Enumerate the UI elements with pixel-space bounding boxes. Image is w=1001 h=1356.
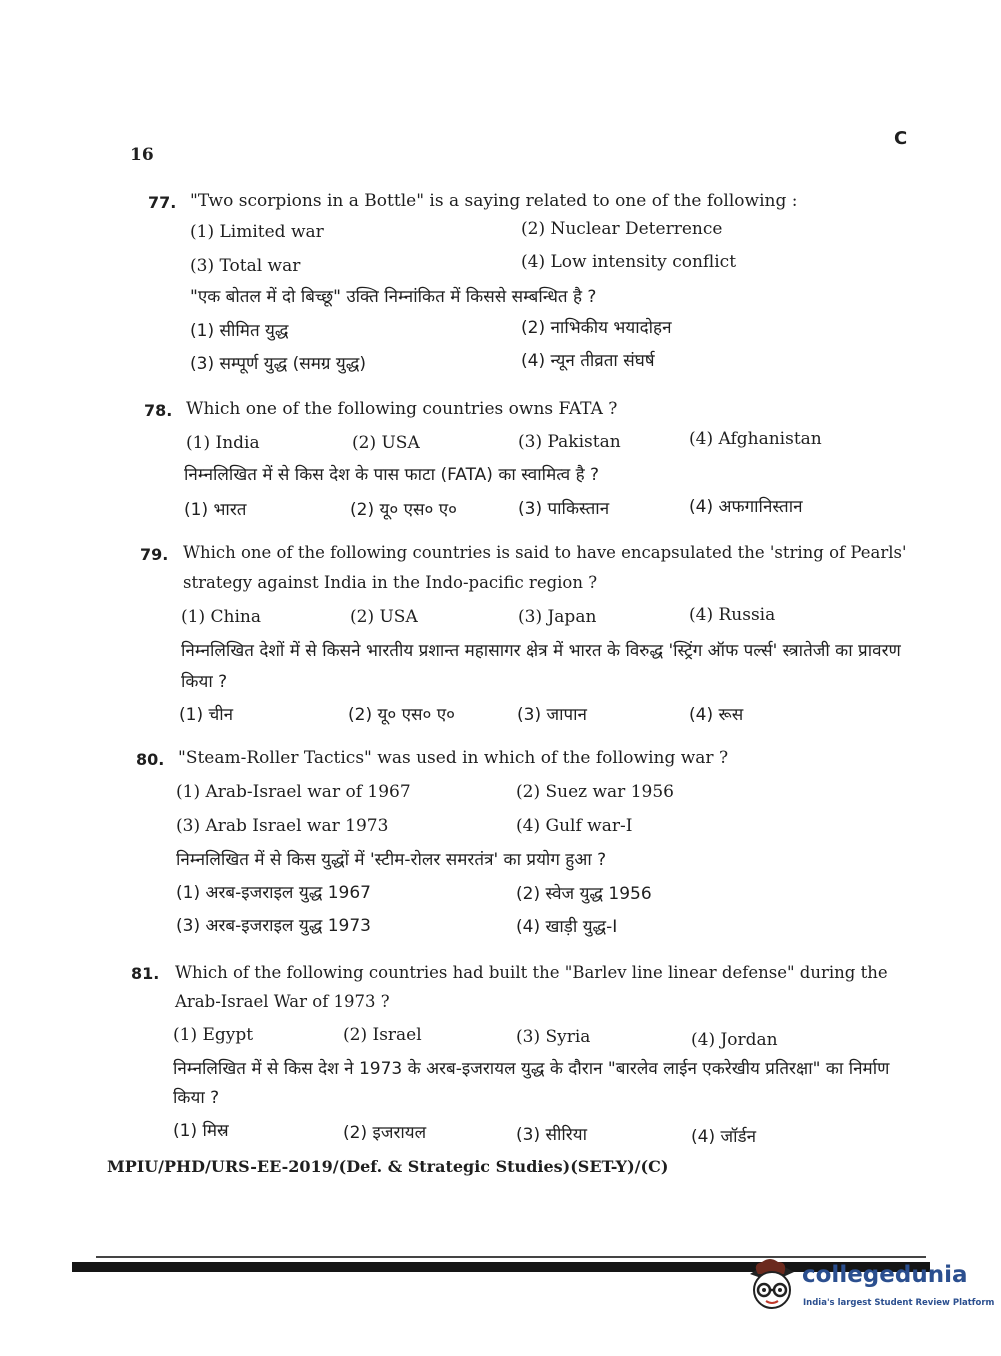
option-en-3: (3) Arab Israel war 1973 xyxy=(176,816,389,836)
collegedunia-watermark xyxy=(742,1252,995,1322)
question-number: 81. xyxy=(131,964,160,983)
question-number: 77. xyxy=(148,193,177,212)
option-en-4: (4) Russia xyxy=(689,605,776,625)
option-en-1: (1) China xyxy=(181,607,261,627)
question-text-hi: निम्नलिखित में से किस देश के पास फाटा (FATA) का स्वामित्व है ? xyxy=(184,465,600,485)
option-hi-2: (2) यू० एस० ए० xyxy=(350,500,457,520)
option-en-1: (1) Limited war xyxy=(190,222,324,242)
option-hi-4: (4) न्यून तीव्रता संघर्ष xyxy=(521,351,655,371)
option-hi-3: (3) पाकिस्तान xyxy=(518,499,610,519)
question-79 xyxy=(140,538,920,733)
question-text-en: Which one of the following countries is said to have encapsulated the 'string of Pearls' strategy against India in the Indo-pacific region ? xyxy=(183,543,907,592)
option-hi-2: (2) स्वेज युद्ध 1956 xyxy=(516,884,652,904)
option-hi-4: (4) अफगानिस्तान xyxy=(689,497,803,517)
option-hi-4: (4) खाड़ी युद्ध-I xyxy=(516,917,618,937)
option-en-4: (4) Gulf war-I xyxy=(516,816,633,836)
question-78 xyxy=(144,393,934,528)
option-hi-1: (1) चीन xyxy=(179,705,234,725)
brand-tagline: India's largest Student Review Platform xyxy=(803,1298,995,1308)
question-text-hi: निम्नलिखित में से किस युद्धों में 'स्टीम-रोलर समरतंत्र' का प्रयोग हुआ ? xyxy=(176,850,607,870)
option-en-1: (1) Egypt xyxy=(173,1025,254,1045)
option-en-3: (3) Syria xyxy=(516,1027,591,1047)
option-hi-1: (1) भारत xyxy=(184,500,247,520)
option-en-2: (2) USA xyxy=(350,607,418,627)
option-en-2: (2) Suez war 1956 xyxy=(516,782,674,802)
question-text-en: Which one of the following countries owns FATA ? xyxy=(186,399,618,419)
option-en-4: (4) Jordan xyxy=(691,1030,778,1050)
question-text-en: "Steam-Roller Tactics" was used in which of the following war ? xyxy=(178,748,729,768)
option-en-1: (1) Arab-Israel war of 1967 xyxy=(176,782,411,802)
question-80 xyxy=(136,743,926,943)
brand-name: collegedunia xyxy=(802,1262,968,1288)
option-hi-2: (2) इजरायल xyxy=(343,1123,427,1143)
option-hi-1: (1) मिस्र xyxy=(173,1121,229,1141)
option-en-2: (2) USA xyxy=(352,433,420,453)
option-hi-1: (1) अरब-इजराइल युद्ध 1967 xyxy=(176,883,371,903)
question-text-hi: निम्नलिखित में से किस देश ने 1973 के अरब-इजरायल युद्ध के दौरान "बारलेव लाईन एकरेखीय प्रतिरक्षा" का निर्माण किया ? xyxy=(173,1059,890,1108)
option-en-2: (2) Israel xyxy=(343,1025,422,1045)
option-en-2: (2) Nuclear Deterrence xyxy=(521,219,723,239)
option-en-3: (3) Japan xyxy=(518,607,597,627)
option-en-3: (3) Pakistan xyxy=(518,432,621,452)
option-hi-3: (3) सम्पूर्ण युद्ध (समग्र युद्ध) xyxy=(190,354,366,374)
question-number: 80. xyxy=(136,750,165,769)
option-hi-3: (3) जापान xyxy=(517,705,587,725)
option-hi-4: (4) जॉर्डन xyxy=(691,1127,757,1147)
page-number: 16 xyxy=(130,145,154,165)
question-text-hi: निम्नलिखित देशों में से किसने भारतीय प्रशान्त महासागर क्षेत्र में भारत के विरुद्ध 'स्ट्रिंग ऑफ पर्ल्स' स्त्रातेजी का प्रावरण किया ? xyxy=(181,641,901,692)
question-number: 78. xyxy=(144,401,173,420)
option-hi-3: (3) सीरिया xyxy=(516,1125,587,1145)
paper-code-footer: MPIU/PHD/URS-EE-2019/(Def. & Strategic Studies)(SET-Y)/(C) xyxy=(107,1157,669,1176)
question-text-en: "Two scorpions in a Bottle" is a saying related to one of the following : xyxy=(190,191,798,211)
question-number: 79. xyxy=(140,545,169,564)
set-code: C xyxy=(894,128,908,149)
option-hi-2: (2) नाभिकीय भयादोहन xyxy=(521,318,672,338)
option-hi-3: (3) अरब-इजराइल युद्ध 1973 xyxy=(176,916,371,936)
option-en-1: (1) India xyxy=(186,433,260,453)
mascot-icon xyxy=(742,1252,800,1318)
question-81 xyxy=(131,955,921,1155)
option-en-4: (4) Afghanistan xyxy=(689,429,822,449)
option-hi-2: (2) यू० एस० ए० xyxy=(348,705,455,725)
question-text-hi: "एक बोतल में दो बिच्छू" उक्ति निम्नांकित में किससे सम्बन्धित है ? xyxy=(190,287,597,307)
question-text-en: Which of the following countries had built the "Barlev line linear defense" during the Arab-Israel War of 1973 ? xyxy=(175,963,888,1011)
option-en-4: (4) Low intensity conflict xyxy=(521,252,737,272)
option-hi-1: (1) सीमित युद्ध xyxy=(190,321,289,341)
question-77 xyxy=(148,183,928,383)
option-hi-4: (4) रूस xyxy=(689,705,744,725)
option-en-3: (3) Total war xyxy=(190,256,301,276)
